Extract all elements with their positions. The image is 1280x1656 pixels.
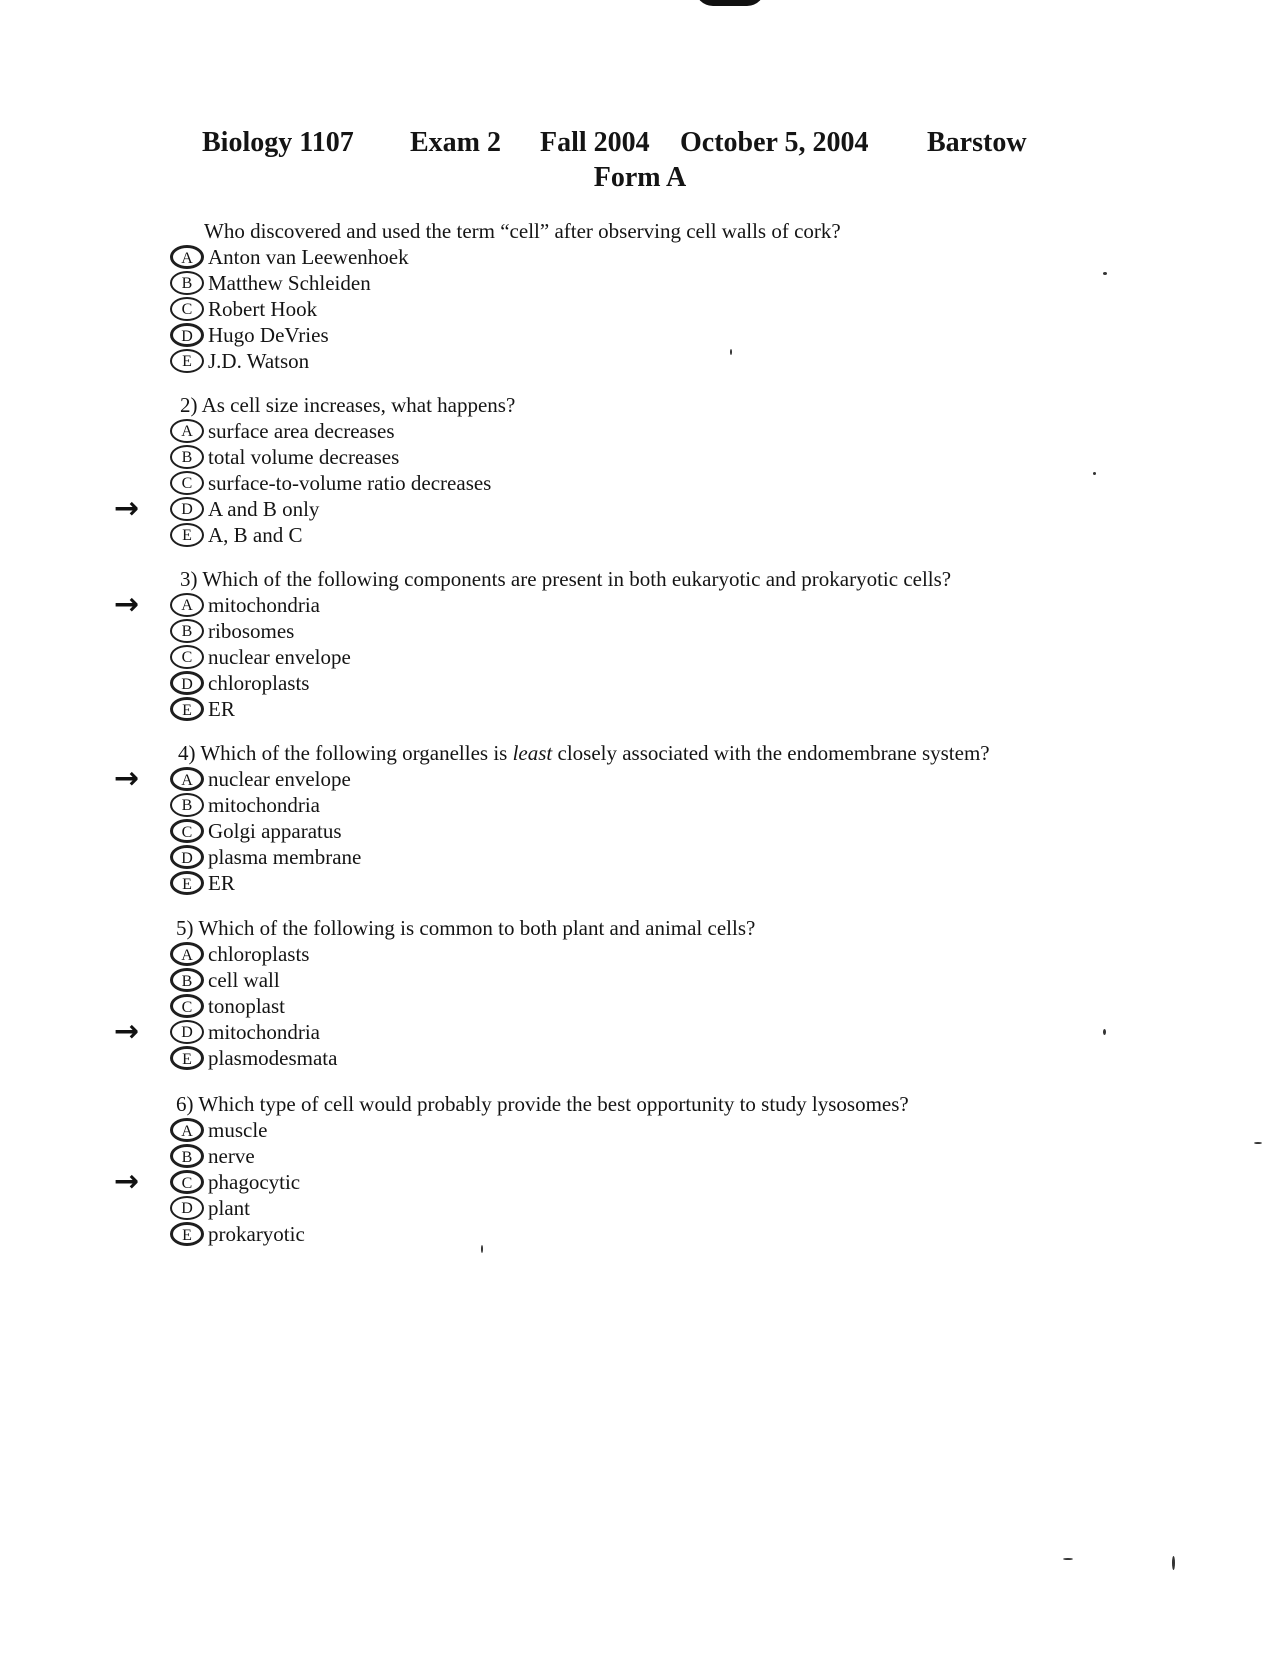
answer-arrow-icon: → <box>114 587 140 622</box>
option-text: Robert Hook <box>208 297 318 321</box>
option-c[interactable] <box>174 296 1214 322</box>
option-text: Matthew Schleiden <box>208 271 371 295</box>
option-c[interactable] <box>174 470 1214 496</box>
exam-date: October 5, 2004 <box>680 127 869 158</box>
option-letter: D <box>170 497 204 521</box>
question-stem <box>174 740 1214 766</box>
option-b[interactable] <box>174 792 1214 818</box>
option-d[interactable] <box>174 670 1214 696</box>
option-e[interactable] <box>174 348 1214 374</box>
option-a[interactable] <box>174 1117 1214 1143</box>
option-letter: E <box>170 1046 204 1070</box>
option-text: A and B only <box>208 497 320 521</box>
option-letter: C <box>170 1170 204 1194</box>
question-stem-start: 4) Which of the following organelles is <box>178 741 513 765</box>
scan-speck <box>1103 272 1107 275</box>
option-letter: C <box>170 297 204 321</box>
option-b[interactable] <box>174 967 1214 993</box>
option-a[interactable] <box>174 941 1214 967</box>
option-text: Golgi apparatus <box>208 819 342 843</box>
option-letter: B <box>170 793 204 817</box>
option-text: plasmodesmata <box>208 1046 338 1070</box>
option-text: nerve <box>208 1144 255 1168</box>
option-letter: B <box>170 968 204 992</box>
option-a[interactable] <box>114 761 1214 796</box>
option-text: cell wall <box>208 968 280 992</box>
question-stem: 2) As cell size increases, what happens? <box>180 393 516 417</box>
option-text: nuclear envelope <box>208 645 351 669</box>
scan-artifact <box>695 0 765 6</box>
option-a[interactable] <box>174 244 1214 270</box>
option-text: J.D. Watson <box>208 349 310 373</box>
option-e[interactable] <box>174 696 1214 722</box>
option-text: prokaryotic <box>208 1222 305 1246</box>
option-letter: A <box>170 767 204 791</box>
option-text: nuclear envelope <box>208 767 351 791</box>
scan-speck <box>730 349 732 355</box>
option-c[interactable] <box>174 818 1214 844</box>
question-4 <box>114 740 1214 896</box>
option-letter: E <box>170 697 204 721</box>
question-5 <box>114 915 1214 1071</box>
option-letter: C <box>170 645 204 669</box>
option-b[interactable] <box>174 270 1214 296</box>
option-letter: A <box>170 419 204 443</box>
answer-arrow-icon: → <box>114 491 140 526</box>
option-letter: A <box>170 245 204 269</box>
option-text: phagocytic <box>208 1170 301 1194</box>
option-letter: E <box>170 1222 204 1246</box>
scan-speck <box>1172 1556 1175 1570</box>
option-letter: B <box>170 1144 204 1168</box>
exam-term: Fall 2004 <box>540 127 650 158</box>
option-letter: B <box>170 619 204 643</box>
option-e[interactable] <box>174 870 1214 896</box>
option-letter: C <box>170 819 204 843</box>
question-stem-end: closely associated with the endomembrane system? <box>552 741 990 765</box>
question-2 <box>114 392 1214 548</box>
option-d[interactable] <box>114 491 1214 526</box>
option-c[interactable] <box>174 993 1214 1019</box>
option-letter: C <box>170 994 204 1018</box>
scan-speck <box>1103 1029 1106 1035</box>
scan-speck <box>1254 1142 1262 1144</box>
answer-arrow-icon: → <box>114 1164 140 1199</box>
option-letter: D <box>170 1196 204 1220</box>
question-1 <box>174 218 1214 374</box>
option-letter: A <box>170 942 204 966</box>
option-letter: B <box>170 271 204 295</box>
option-c[interactable] <box>114 1164 1214 1199</box>
option-b[interactable] <box>174 444 1214 470</box>
option-text: ER <box>208 871 235 895</box>
option-text: plasma membrane <box>208 845 362 869</box>
option-text: mitochondria <box>208 593 320 617</box>
option-e[interactable] <box>174 522 1214 548</box>
option-text: chloroplasts <box>208 942 310 966</box>
option-letter: A <box>170 593 204 617</box>
option-d[interactable] <box>114 1014 1214 1049</box>
scan-speck <box>1063 1558 1073 1560</box>
option-text: mitochondria <box>208 793 320 817</box>
scan-speck <box>1093 472 1096 475</box>
instructor-name: Barstow <box>927 127 1027 158</box>
option-e[interactable] <box>174 1045 1214 1071</box>
option-text: mitochondria <box>208 1020 320 1044</box>
option-text: tonoplast <box>208 994 285 1018</box>
option-letter: B <box>170 445 204 469</box>
option-d[interactable] <box>174 844 1214 870</box>
option-letter: D <box>170 323 204 347</box>
option-text: ribosomes <box>208 619 295 643</box>
option-letter: D <box>170 845 204 869</box>
option-letter: A <box>170 1118 204 1142</box>
question-stem-emphasis: least <box>512 741 553 765</box>
question-stem: 3) Which of the following components are present in both eukaryotic and prokaryotic cells? <box>180 567 952 591</box>
question-stem: 6) Which type of cell would probably provide the best opportunity to study lysosomes? <box>176 1092 909 1116</box>
option-text: total volume decreases <box>208 445 400 469</box>
option-text: Anton van Leewenhoek <box>208 245 409 269</box>
option-letter: D <box>170 1020 204 1044</box>
option-text: ER <box>208 697 235 721</box>
course-title: Biology 1107 <box>202 127 354 158</box>
option-e[interactable] <box>174 1221 1214 1247</box>
option-a[interactable] <box>174 418 1214 444</box>
question-3 <box>114 566 1214 722</box>
option-text: surface-to-volume ratio decreases <box>208 471 492 495</box>
question-stem: Who discovered and used the term “cell” after observing cell walls of cork? <box>204 219 841 243</box>
option-text: Hugo DeVries <box>208 323 329 347</box>
option-text: surface area decreases <box>208 419 395 443</box>
option-letter: E <box>170 871 204 895</box>
answer-arrow-icon: → <box>114 761 140 796</box>
option-c[interactable] <box>174 644 1214 670</box>
question-6 <box>114 1091 1214 1247</box>
exam-title: Exam 2 <box>410 127 501 158</box>
form-label: Form A <box>593 162 687 193</box>
option-a[interactable] <box>114 587 1214 622</box>
option-text: chloroplasts <box>208 671 310 695</box>
option-letter: E <box>170 349 204 373</box>
option-text: muscle <box>208 1118 268 1142</box>
option-letter: C <box>170 471 204 495</box>
option-d[interactable] <box>174 1195 1214 1221</box>
answer-arrow-icon: → <box>114 1014 140 1049</box>
option-letter: E <box>170 523 204 547</box>
option-d[interactable] <box>174 322 1214 348</box>
option-b[interactable] <box>174 1143 1214 1169</box>
question-stem: 5) Which of the following is common to both plant and animal cells? <box>176 916 756 940</box>
option-text: A, B and C <box>208 523 303 547</box>
option-b[interactable] <box>174 618 1214 644</box>
option-text: plant <box>208 1196 250 1220</box>
scan-speck <box>481 1245 483 1253</box>
option-letter: D <box>170 671 204 695</box>
